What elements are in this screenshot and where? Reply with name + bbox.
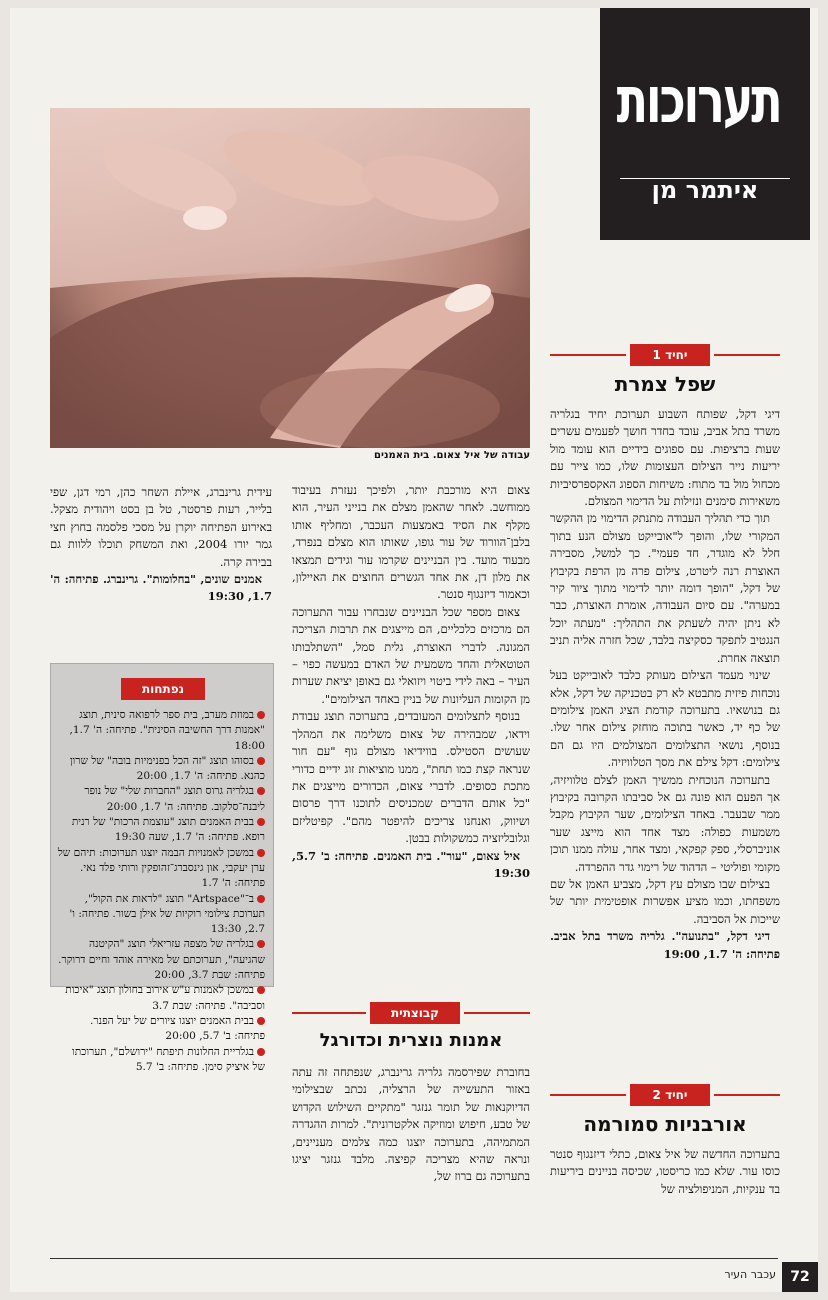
list-item — [57, 1045, 265, 1076]
group-headline: אמנות נוצרית וכדורגל — [319, 1030, 503, 1051]
group-body — [292, 1064, 530, 1252]
list-item — [57, 1014, 265, 1045]
list-item — [57, 815, 265, 846]
unit1-paragraph: בצילום שבו מצולם עץ דקל, מצביע האמן אל שם משפחתו, וכמו מציע אפשרות אופטימית יותר של שייכות אל הסביבה. — [550, 876, 780, 926]
unit1-paragraph: תוך כדי תהליך העבודה מתנתק הדימוי מן ההקשר המקורי שלו, והופך ל"אובייקט מצולם הנע בתוך חלל לא מוגדר, חד פעמי". כך למשל, מסבירה האוצרת רנה ליטרט, צילום פרה מן הרפת בקיבוץ של דקל, "הופך דומה יותר לדימוי מתוך ציור קיר במערה". עם סיום העבודה, אומרת האוצרת, כבר לא ניתן יהיה לשעתק את התהליך: "מעתה יוכל הנגטיב לתפקד כסקיצה בלבד, שכל חזרה אליה תניב תוצאה אחרת. — [550, 511, 780, 665]
group-badge: קבוצתית — [370, 1002, 460, 1024]
list-item — [57, 846, 265, 892]
middle-paragraph: צאום מספר שכל הבניינים שנבחרו עבור התערוכה הם מרכזים כלכליים, הם מייצגים את תרבות הצריכה המגונה. לדברי האוצרת, גלית סמל, "השתלבותו הטוטאלית והחד משמעית של האדם במעשה כפוי – העיר – באה לידי ביטוי ויזואלי גם באופן יציאת שערות מן הקומות העליונות של בניין באחד הצילומים". — [292, 604, 530, 706]
magazine-page — [10, 8, 818, 1292]
left-credit: אמנים שונים, "בחלומות". גרינברג. פתיחה: ה' 1.7, 19:30 — [50, 572, 272, 604]
middle-paragraph: צאום היא מורכבת יותר, ולפיכך נעזרת בעיבוד ממוחשב. לאחר שהאמן מצלם את בנייני העיר, הוא מקלף את הסיד באמצעות העכבר, ומחליף אותו בלבן־הוורוד של עור גופו, שאותו הוא מצלם בנפרד, מבעוד מועד. בין הבניינים שקרמו עור וגידים תמצאו את מלון דן, את אחד הגשרים החוצים את האיילון, וכאמור דיזנגוף סנטר. — [292, 483, 530, 602]
list-item — [57, 754, 265, 785]
unit2-badge: יחיד 2 — [630, 1084, 710, 1106]
unit1-headline: שפל צמרת — [614, 372, 716, 396]
footer-divider — [50, 1258, 778, 1259]
bullet-icon — [257, 711, 265, 719]
list-item — [57, 983, 265, 1014]
unit1-paragraph: שינוי מעמד הצילום מעותק כלבד לאובייקט בעל נוכחות פיזית מתבטא לא רק בטכניקה של דקל, אלא גם בנושאיו. בתערוכה קודמת הציג האמן צילומים של כף יד, כאשר בתוכה מוחזק צילום אחר שלו. בנוסף, נושאי התצלומים המצולמים היו גם הם צילומים: דקל צילם את מסך הטלוויזיה. — [550, 668, 780, 770]
publication-name: עכבר העיר — [724, 1268, 776, 1281]
list-item-text: ב־"Artspace" תוצג "לראות את הקול", תערוכת צילומי רוקיות של אילן בשור. פתיחה: ו' 2.7, 13:30 — [69, 892, 265, 936]
list-item-text: במוזת מערב, בית ספר לרפואה סינית, תוצג "אמנות דרך החשיבה הסינית". פתיחה: ה' 1.7, 18:00 — [69, 709, 265, 752]
middle-column-body — [292, 482, 530, 990]
group-rule-left — [292, 1012, 366, 1014]
middle-credit: איל צאום, "עור". בית האמנים. פתיחה: ב' 5.7, 19:30 — [292, 848, 530, 880]
left-paragraph: עידית גרינברג, איילת השחר כהן, רמי דגן, שפי בלייר, רעות פרסטר, טל בן בסט ויהודית מצקל. באירוע הפתיחה יוקרן על מסכי פלסמה בחוץ חצי גמר יורו 2004, ואת המשחק תוכלו ללוות גם בבירה קרה. — [50, 485, 272, 569]
group-paragraph: בחוברת שפירסמה גלריה גרינברג, שנפתחה זה עתה באזור התעשייה של הרצליה, נכתב שבצילומי הדיוקנאות של תומר גנזגר "מתקיים השילוש הקדוש של טבע, חיפוש ומוזיקה אלקטרונית". למרות ההגדרה המתמיהה, בתערוכה יוצגו כמה צלמים מעניינים, ונראה שהיא מצריכה קפיצה. מלבד גנזגר יציגו בתערוכה גם ברוז של, — [292, 1065, 530, 1184]
list-item-text: בבית האמנים תוצג "עוצמת הרכות" של רנית רופא. פתיחה: ה' 1.7, שעה 19:30 — [71, 816, 265, 844]
openings-list — [51, 664, 273, 1075]
list-item-text: במשכן לאמנות ע"ש אירוב בחולון תוצג "איכות וסביבה". פתיחה: שבת 3.7 — [65, 984, 265, 1012]
section-author: איתמר מן — [651, 176, 759, 204]
list-item-text: בסוהו תוצג "זה הכל בפנימיות בובה" של שרון כהנא. פתיחה: ה' 1.7, 20:00 — [69, 754, 265, 783]
list-item-text: בגלריה של מצפה עזריאלי תוצג "הקיטנה שהגיעה", תערוכתם של מאירה אוהד וחיים דרוקר. פתיחה: שבת 3.7, 20:00 — [58, 938, 265, 982]
list-item — [57, 937, 265, 983]
list-item — [57, 708, 265, 754]
unit1-rule-right — [714, 354, 780, 356]
list-item-text: בגלריית החלונות תיפתח "ירושלם", תערוכתו של איציק סימן. פתיחה: ב' 5.7 — [71, 1045, 265, 1073]
openings-badge: נפתחות — [121, 678, 205, 700]
section-header — [600, 8, 810, 240]
bullet-icon — [257, 940, 265, 948]
page-number: 72 — [782, 1262, 818, 1292]
middle-paragraph: בנוסף לתצלומים המעובדים, בתערוכה תוצג עבודת וידאו, שמבהירה של צאום משלימה את המהלך שעושים הסטילס. בווידיאו מצולם גוף "עם חור שנראה קצת כמו תחת", ממנו מוציאות זוג ידיים כדורי מתכת כסופים. לדברי צאום, הכדורים מייצגים את "כל אותם הדברים שמכניסים לתוכנו דרך פרסום ושיווק, ואנחנו צריכים להיפטר מהם". קפיטליזם וגלובליזציה כמשקולות בבטן. — [292, 709, 530, 846]
photo-caption: עבודה של איל צאום. בית האמנים — [374, 450, 530, 461]
bullet-icon — [257, 787, 265, 795]
bullet-icon — [257, 757, 265, 765]
section-title: תערוכות — [616, 64, 781, 138]
unit1-badge: יחיד 1 — [630, 344, 710, 366]
unit2-headline: אורבניות סמורמה — [583, 1112, 747, 1136]
list-item — [57, 892, 265, 938]
artwork-photo-image — [50, 108, 530, 448]
list-item-text: בבית האמנים יוצגו ציורים של יעל הפנר. פתיחה: ב' 5.7, 20:00 — [90, 1014, 265, 1043]
left-column-body — [50, 484, 272, 652]
header-divider — [620, 178, 790, 179]
unit1-paragraph: בתערוכה הנוכחית ממשיך האמן לצלם טלוויזיה, אך הפעם הוא פונה גם אל סביבתו הקרובה בקיבוץ ממר שבעבר. באחד הצילומים, שער הקיבוץ מקבל משמעות כפולה: מצד אחד הוא מייצג שער אוניברסלי, ספק קפקאי, ומצד אחר, עולה ממנו תוכן מקומי ופוליטי – הדהוד של רימוי גדר ההפרדה. — [550, 772, 780, 874]
openings-sidebar — [50, 663, 274, 1073]
unit1-rule-left — [550, 354, 626, 356]
list-item — [57, 784, 265, 815]
bullet-icon — [257, 1017, 265, 1025]
bullet-icon — [257, 1048, 265, 1056]
unit1-credit: דיגי דקל, "בתנועה". גלריה משרד בתל אביב. פתיחה: ה' 1.7, 19:00 — [550, 929, 780, 961]
unit2-rule-right — [714, 1094, 780, 1096]
unit1-body — [550, 406, 780, 1058]
bullet-icon — [257, 818, 265, 826]
unit2-rule-left — [550, 1094, 626, 1096]
list-item-text: בגלריה גרוס תוצג "החברות שלי" של נופר ליבנה־סלקוב. פתיחה: ה' 1.7, 20:00 — [84, 785, 265, 813]
unit2-paragraph: בתערוכה החדשה של איל צאום, כתלי דיזנגוף סנטר כוסו עור. שלא כמו כריסטו, שכיסה בניינים ביריעות בד ענקיות, המניפולציה של — [550, 1147, 780, 1196]
artwork-photo — [50, 108, 530, 448]
unit1-paragraph: דיגי דקל, שפותח השבוע תערוכת יחיד בגלריה משרד בתל אביב, עובד בחדר חושך לפעמים עשרים שעות ברציפות. עם ספוגים בידיים הוא עומד מול יריעות נייר הצילום העצומות שלו, כמו צייר עם מכחול מול בד מתוח: משיחות הספוג האקספרסיביות משאירות סימנים ונזילות על הדימוי המצולם. — [550, 407, 780, 509]
list-item-text: במשכן לאמנויות הבמה יוצגו תערוכות: תיהם של ערן יעקבי, און גינסברג־זהופקין ורותי פלד נאי. פתיחה: ה' 1.7 — [57, 846, 265, 890]
bullet-icon — [257, 986, 265, 994]
bullet-icon — [257, 895, 265, 903]
group-rule-right — [464, 1012, 530, 1014]
bullet-icon — [257, 849, 265, 857]
unit2-body — [550, 1146, 780, 1252]
